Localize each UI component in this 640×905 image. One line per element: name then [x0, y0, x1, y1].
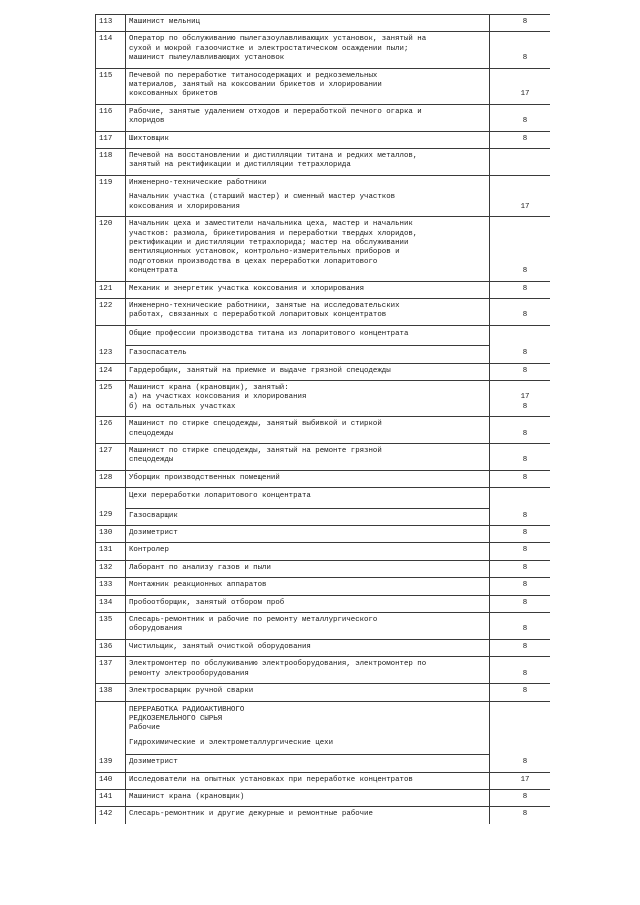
profession-name-line: оборудования — [129, 625, 183, 634]
work-value: 8 — [522, 511, 528, 520]
profession-name-line: Машинист по стирке спецодежды, занятый на ремонте грязной — [129, 447, 382, 455]
profession-name-line: а) на участках коксования и хлорирования — [129, 393, 307, 402]
profession-name — [126, 149, 490, 176]
work-value: 8 — [522, 546, 528, 555]
profession-name-line: Начальник цеха и заместители начальника цеха, мастер и начальник — [129, 220, 413, 229]
row-number: 117 — [96, 131, 126, 148]
work-value: 8 — [522, 366, 528, 375]
row-number: 125 — [96, 380, 126, 416]
row-number: 141 — [96, 789, 126, 806]
section-title-line: Рабочие — [129, 724, 161, 733]
profession-name — [126, 657, 490, 684]
value-cell — [490, 281, 551, 298]
row-number: 126 — [96, 417, 126, 444]
work-value: 8 — [522, 134, 528, 143]
section-heading-row — [96, 325, 551, 345]
section-title — [126, 488, 490, 508]
table-row — [96, 380, 551, 416]
table-row — [96, 639, 551, 656]
value-cell — [490, 175, 551, 216]
profession-name — [126, 131, 490, 148]
table-row — [96, 755, 551, 772]
profession-name-line: Электросварщик ручной сварки — [129, 687, 254, 696]
table-row — [96, 807, 551, 824]
profession-name-line: Рабочие, занятые удалением отходов и переработкой печного огарка и — [129, 107, 422, 116]
value-cell — [490, 543, 551, 560]
profession-name-line: хлоридов — [129, 117, 165, 126]
table-row — [96, 32, 551, 68]
profession-name — [126, 217, 490, 281]
row-number: 131 — [96, 543, 126, 560]
table-row — [96, 526, 551, 543]
table-row — [96, 789, 551, 806]
work-value: 8 — [522, 456, 528, 465]
row-number: 132 — [96, 560, 126, 577]
row-number: 116 — [96, 104, 126, 131]
profession-name-line: Печевой на восстановлении и дистилляции титана и редких металлов, — [129, 152, 418, 161]
row-number: 140 — [96, 772, 126, 789]
work-value: 8 — [522, 669, 528, 678]
profession-name-line: ремонту электрооборудования — [129, 669, 249, 678]
table-row — [96, 15, 551, 32]
value-cell — [490, 131, 551, 148]
profession-name-line: Слесарь-ремонтник и другие дежурные и ремонтные рабочие — [129, 810, 373, 819]
work-value: 8 — [522, 429, 528, 438]
row-number: 128 — [96, 470, 126, 487]
profession-name — [126, 417, 490, 444]
table-row — [96, 175, 551, 216]
profession-name-line: Печевой по переработке титаносодержащих и редкоземельных — [129, 71, 378, 80]
work-value: 8 — [522, 284, 528, 293]
value-cell — [490, 417, 551, 444]
profession-name-line: Дозиметрист — [129, 529, 178, 538]
profession-name-line: Слесарь-ремонтник и рабочие по ремонту металлургического — [129, 616, 378, 625]
profession-name — [126, 32, 490, 68]
work-value: 8 — [522, 687, 528, 696]
value-cell — [490, 639, 551, 656]
work-value: 8 — [522, 792, 528, 801]
profession-name-line: Инженерно-технические работники, занятые на исследовательских — [129, 301, 400, 310]
section-title-line: ПЕРЕРАБОТКА РАДИОАКТИВНОГО — [129, 705, 245, 714]
value-cell — [490, 772, 551, 789]
section-heading-row — [96, 701, 551, 755]
work-value: 17 — [520, 775, 530, 784]
profession-name — [126, 543, 490, 560]
profession-name-line: концентрата — [129, 267, 178, 276]
row-number: 142 — [96, 807, 126, 824]
row-number-cell — [96, 488, 126, 508]
value-cell — [490, 657, 551, 684]
profession-name-line: Начальник участка (старший мастер) и сменный мастер участков — [129, 193, 396, 202]
value-cell — [490, 508, 551, 525]
work-value: 8 — [522, 563, 528, 572]
table-row — [96, 543, 551, 560]
profession-name — [126, 595, 490, 612]
profession-name-line: коксования и хлорирования — [129, 202, 240, 211]
profession-name — [126, 639, 490, 656]
profession-name-line: Машинист мельниц — [129, 18, 200, 26]
profession-name-line: Газосварщик — [129, 511, 178, 520]
work-value: 8 — [522, 625, 528, 634]
value-cell — [490, 68, 551, 104]
section-title — [126, 325, 490, 345]
value-cell — [490, 595, 551, 612]
table-row — [96, 104, 551, 131]
work-value: 8 — [522, 267, 528, 276]
work-value: 8 — [522, 810, 528, 819]
value-cell — [490, 701, 551, 755]
profession-name-line: спецодежды — [129, 429, 174, 438]
row-number: 135 — [96, 613, 126, 640]
table-row — [96, 149, 551, 176]
work-value: 8 — [522, 642, 528, 651]
row-number: 118 — [96, 149, 126, 176]
row-number: 137 — [96, 657, 126, 684]
profession-name-line: работах, связанных с переработкой лопаритовых концентратов — [129, 311, 387, 320]
value-cell — [490, 217, 551, 281]
profession-name — [126, 578, 490, 595]
profession-name — [126, 346, 490, 363]
row-number: 120 — [96, 217, 126, 281]
table-row — [96, 346, 551, 363]
profession-name — [126, 560, 490, 577]
work-value: 8 — [522, 117, 528, 126]
profession-name — [126, 684, 490, 701]
profession-name — [126, 175, 490, 216]
table-row — [96, 217, 551, 281]
row-number: 114 — [96, 32, 126, 68]
profession-name-line: участков: размола, брикетирования и переработки твердых хлоридов, — [129, 229, 418, 238]
row-number: 124 — [96, 363, 126, 380]
section-title-line: Цехи переработки лопаритового концентрата — [129, 492, 311, 501]
row-number: 130 — [96, 526, 126, 543]
value-cell — [490, 444, 551, 471]
profession-name-line: материалов, занятый на коксовании брикетов и хлорировании — [129, 81, 382, 90]
profession-name — [126, 444, 490, 471]
profession-name — [126, 470, 490, 487]
table-row — [96, 417, 551, 444]
row-number: 121 — [96, 281, 126, 298]
profession-name — [126, 772, 490, 789]
profession-name-line: Инженерно-технические работники — [129, 178, 267, 187]
row-number: 115 — [96, 68, 126, 104]
value-cell — [490, 325, 551, 345]
work-value: 17 — [520, 90, 530, 99]
work-value: 8 — [522, 18, 528, 26]
profession-name — [126, 68, 490, 104]
work-value: 8 — [522, 349, 528, 358]
row-number: 123 — [96, 346, 126, 363]
value-cell — [490, 104, 551, 131]
row-number: 139 — [96, 755, 126, 772]
profession-name-line: б) на остальных участках — [129, 402, 236, 411]
row-number-cell — [96, 325, 126, 345]
profession-name — [126, 15, 490, 32]
row-number: 134 — [96, 595, 126, 612]
table-row — [96, 470, 551, 487]
value-cell — [490, 32, 551, 68]
document-page — [95, 14, 550, 905]
profession-name-line: Исследователи на опытных установках при переработке концентратов — [129, 775, 413, 784]
work-value: 17 — [520, 393, 530, 402]
table-row — [96, 131, 551, 148]
row-number: 122 — [96, 298, 126, 325]
row-number: 138 — [96, 684, 126, 701]
profession-name-line: Лаборант по анализу газов и пыли — [129, 563, 271, 572]
work-value: 8 — [522, 311, 528, 320]
profession-name-line: Электромонтер по обслуживанию электрооборудования, электромонтер по — [129, 660, 427, 669]
value-cell — [490, 560, 551, 577]
profession-name-line: Пробоотборщик, занятый отбором проб — [129, 598, 285, 607]
value-cell — [490, 613, 551, 640]
value-cell — [490, 807, 551, 824]
profession-name-line: Контролер — [129, 546, 169, 555]
value-cell — [490, 149, 551, 176]
profession-name — [126, 298, 490, 325]
work-value: 8 — [522, 473, 528, 482]
row-number: 127 — [96, 444, 126, 471]
profession-name — [126, 755, 490, 772]
value-cell — [490, 488, 551, 508]
value-cell — [490, 684, 551, 701]
value-cell — [490, 363, 551, 380]
row-number-cell — [96, 701, 126, 755]
work-value: 8 — [522, 54, 528, 63]
value-cell — [490, 526, 551, 543]
table-row — [96, 578, 551, 595]
profession-name-line: ректификации и дистилляции тетрахлорида; мастер на обслуживании — [129, 238, 409, 247]
table-row — [96, 684, 551, 701]
profession-name — [126, 363, 490, 380]
row-number: 119 — [96, 175, 126, 216]
work-value: 8 — [522, 581, 528, 590]
profession-name-line: подготовки производства в цехах переработки лопаритового — [129, 257, 378, 266]
value-cell — [490, 578, 551, 595]
profession-name — [126, 380, 490, 416]
row-number: 113 — [96, 15, 126, 32]
value-cell — [490, 470, 551, 487]
profession-name-line: Газоспасатель — [129, 349, 187, 358]
profession-name — [126, 807, 490, 824]
profession-name-line: Оператор по обслуживанию пылегазоулавливающих установок, занятый на — [129, 35, 427, 44]
row-number: 129 — [96, 508, 126, 525]
work-value: 17 — [520, 202, 530, 211]
work-value: 8 — [522, 758, 528, 767]
profession-name-line: занятый на ректификации и дистилляции тетрахлорида — [129, 161, 351, 170]
profession-name-line: коксованных брикетов — [129, 90, 218, 99]
value-cell — [490, 789, 551, 806]
value-cell — [490, 15, 551, 32]
value-cell — [490, 298, 551, 325]
profession-name-line: Шихтовщик — [129, 134, 169, 143]
value-cell — [490, 346, 551, 363]
profession-name — [126, 789, 490, 806]
profession-name-line: Дозиметрист — [129, 758, 178, 767]
profession-name-line: Механик и энергетик участка коксования и хлорирования — [129, 284, 365, 293]
value-cell — [490, 755, 551, 772]
profession-name-line: Чистильщик, занятый очисткой оборудования — [129, 642, 311, 651]
row-number: 136 — [96, 639, 126, 656]
profession-name — [126, 508, 490, 525]
row-number: 133 — [96, 578, 126, 595]
table-row — [96, 281, 551, 298]
section-title-line: РЕДКОЗЕМЕЛЬНОГО СЫРЬЯ — [129, 714, 223, 723]
profession-name-line: Машинист крана (крановщик), занятый: — [129, 383, 289, 392]
table-row — [96, 363, 551, 380]
profession-name-line: Машинист крана (крановщик) — [129, 792, 245, 801]
profession-name-line: Гардеробщик, занятый на приемке и выдаче грязной спецодежды — [129, 366, 391, 375]
table-row — [96, 444, 551, 471]
table-row — [96, 657, 551, 684]
table-row — [96, 772, 551, 789]
table-row — [96, 560, 551, 577]
work-value: 8 — [522, 402, 528, 411]
profession-name-line: вентиляционных установок, контрольно-измерительных приборов и — [129, 248, 400, 257]
profession-name — [126, 104, 490, 131]
profession-name-line: Уборщик производственных помещений — [129, 473, 280, 482]
section-title-line: Общие профессии производства титана из лопаритового концентрата — [129, 329, 409, 338]
table-row — [96, 508, 551, 525]
profession-name — [126, 613, 490, 640]
profession-name — [126, 526, 490, 543]
profession-name-line: Машинист по стирке спецодежды, занятый выбивкой и стиркой — [129, 420, 382, 429]
profession-name — [126, 281, 490, 298]
profession-name-line: сухой и мокрой газоочистке и электростатическом осаждении пыли; — [129, 44, 409, 53]
value-cell — [490, 380, 551, 416]
section-title-line: Гидрохимические и электрометаллургические цехи — [129, 738, 334, 747]
profession-name-line: Монтажник реакционных аппаратов — [129, 581, 267, 590]
professions-table — [95, 14, 550, 824]
table-row — [96, 595, 551, 612]
table-row — [96, 68, 551, 104]
profession-name-line: машинист пылеулавливающих установок — [129, 54, 285, 63]
section-heading-row — [96, 488, 551, 508]
work-value: 8 — [522, 529, 528, 538]
work-value: 8 — [522, 598, 528, 607]
section-title — [126, 701, 490, 755]
profession-name-line: спецодежды — [129, 456, 174, 465]
table-row — [96, 298, 551, 325]
table-row — [96, 613, 551, 640]
